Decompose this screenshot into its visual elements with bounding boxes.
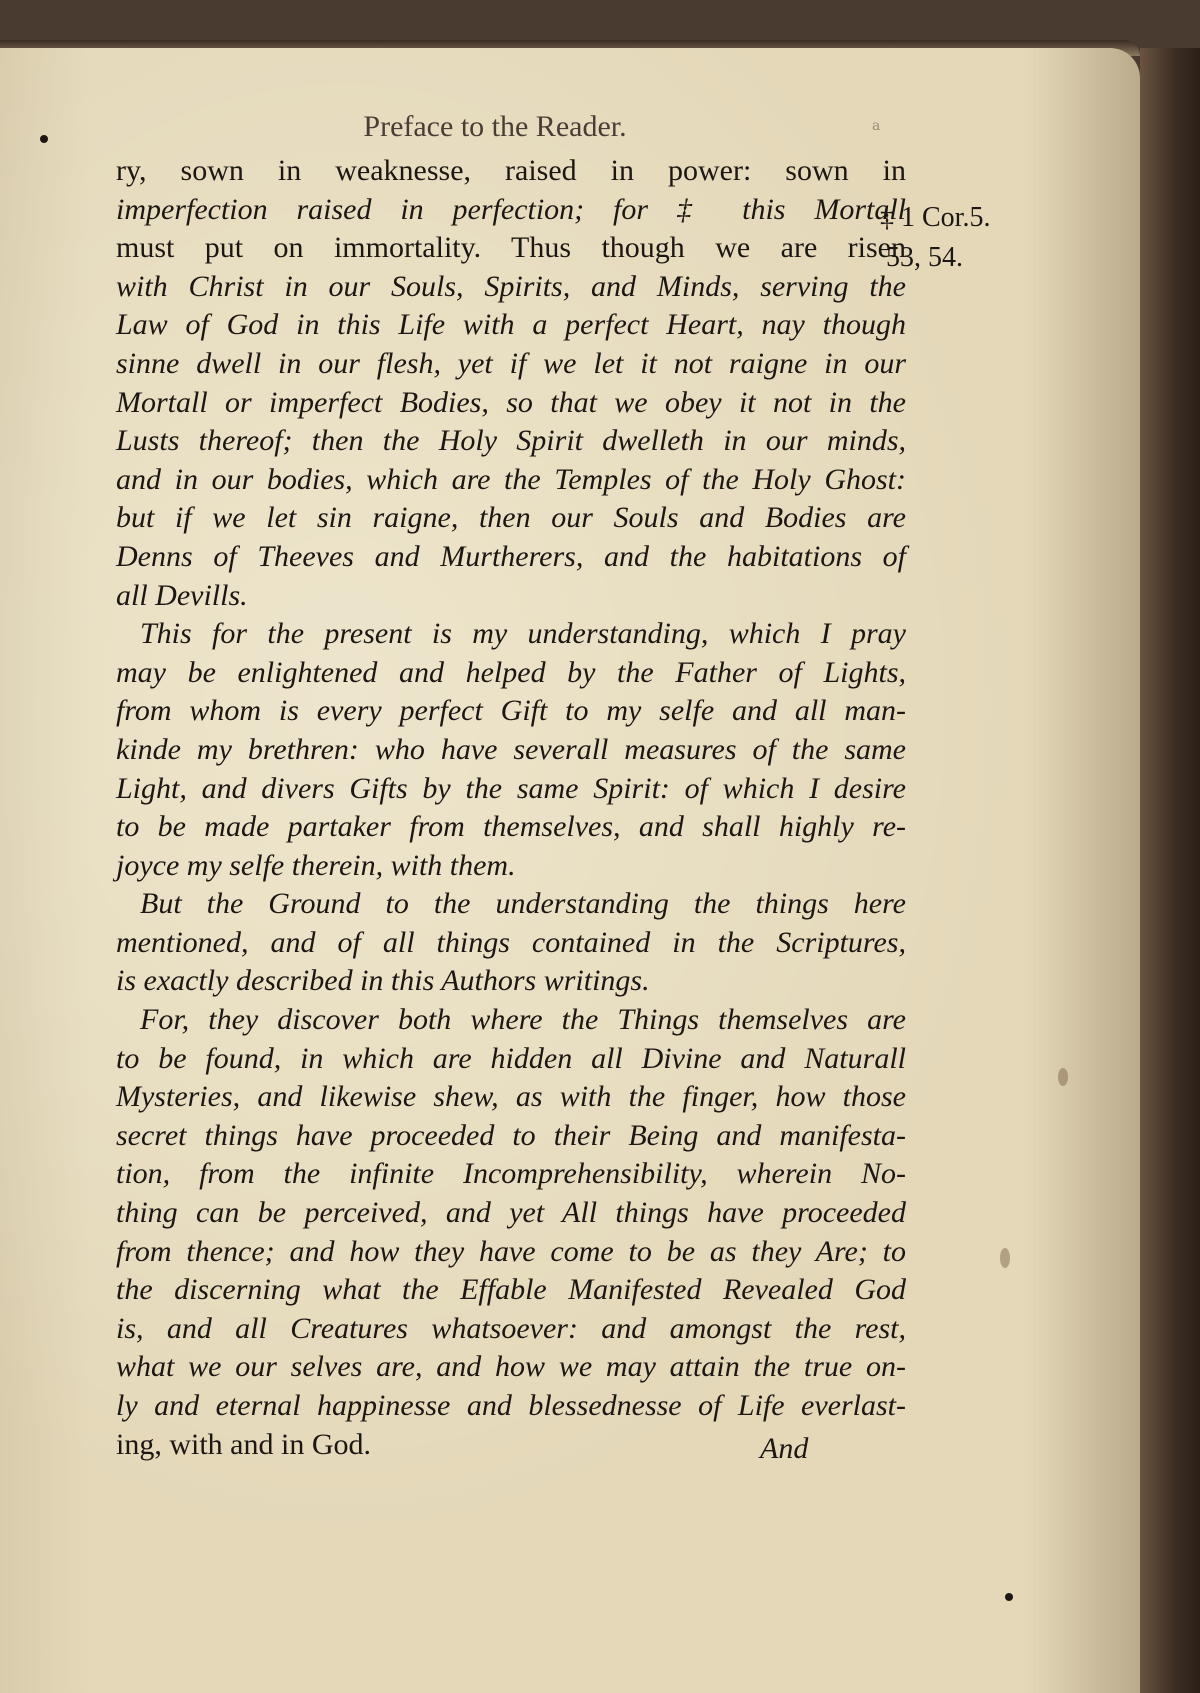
paragraph bbox=[116, 885, 906, 1001]
text-line: joyce my selfe therein, with them. bbox=[116, 848, 516, 882]
text-line: Denns of Theeves and Murtherers, and the habitations of bbox=[116, 539, 906, 573]
ink-stain bbox=[1058, 1068, 1068, 1086]
text-line: with Christ in our Souls, Spirits, and Minds, serving the bbox=[116, 269, 906, 303]
text-line: imperfection raised in perfection; for ‡ this Mortall bbox=[116, 192, 906, 226]
signature-mark: a bbox=[872, 118, 881, 134]
text-line: all Devills. bbox=[116, 578, 248, 612]
text-line: Lusts thereof; then the Holy Spirit dwelleth in our minds, bbox=[116, 424, 906, 458]
paragraph bbox=[116, 1001, 906, 1464]
page-body bbox=[116, 152, 906, 1464]
text-line: sinne dwell in our flesh, yet if we let it not raigne in our bbox=[116, 346, 906, 380]
ink-stain bbox=[1000, 1248, 1010, 1268]
paragraph bbox=[116, 615, 906, 885]
text-line: is, and all Creatures whatsoever: and amongst the rest, bbox=[116, 1311, 906, 1345]
text-line: This for the present is my understanding, which I pray bbox=[140, 617, 906, 651]
text-line: ly and eternal happinesse and blessednesse of Life everlast- bbox=[116, 1389, 906, 1422]
text-line: to be found, in which are hidden all Divine and Naturall bbox=[116, 1041, 906, 1075]
text-line: Law of God in this Life with a perfect Heart, nay though bbox=[116, 308, 906, 342]
text-line: Mysteries, and likewise shew, as with the finger, how those bbox=[116, 1080, 906, 1114]
text-line: tion, from the infinite Incomprehensibility, wherein No- bbox=[116, 1157, 906, 1191]
text-line: mentioned, and of all things contained in the Scriptures, bbox=[116, 925, 906, 959]
marginal-note-reference: ‡ 1 Cor.5. bbox=[880, 202, 991, 233]
text-line: thing can be perceived, and yet All things have proceeded bbox=[116, 1196, 906, 1230]
text-line: what we our selves are, and how we may attain the true on- bbox=[116, 1350, 906, 1384]
text-line: from thence; and how they have come to be as they Are; to bbox=[116, 1234, 906, 1268]
text-line: ing, with and in God. bbox=[116, 1427, 371, 1461]
text-line: But the Ground to the understanding the things here bbox=[140, 887, 906, 921]
text-line: but if we let sin raigne, then our Souls and Bodies are bbox=[116, 501, 906, 535]
text-line: and in our bodies, which are the Temples of the Holy Ghost: bbox=[116, 462, 906, 496]
text-line: For, they discover both where the Things themselves are bbox=[140, 1003, 906, 1037]
book-edge bbox=[1140, 48, 1200, 1693]
text-line: Light, and divers Gifts by the same Spirit: of which I desire bbox=[116, 771, 906, 805]
margin-dot bbox=[1005, 1593, 1013, 1601]
text-line: the discerning what the Effable Manifested Revealed God bbox=[116, 1273, 906, 1307]
text-line: to be made partaker from themselves, and shall highly re- bbox=[116, 810, 906, 844]
text-line: is exactly described in this Authors writings. bbox=[116, 964, 650, 998]
text-line: may be enlightened and helped by the Father of Lights, bbox=[116, 655, 906, 689]
running-header: Preface to the Reader. bbox=[363, 110, 627, 143]
text-line: secret things have proceeded to their Being and manifesta- bbox=[116, 1118, 906, 1152]
catchword: And bbox=[760, 1432, 809, 1465]
text-line: Mortall or imperfect Bodies, so that we obey it not in the bbox=[116, 385, 906, 419]
marginal-note-verses: 53, 54. bbox=[886, 242, 963, 273]
text-line: must put on immortality. Thus though we are risen bbox=[116, 231, 906, 265]
paragraph bbox=[116, 152, 906, 615]
text-line: from whom is every perfect Gift to my selfe and all man- bbox=[116, 694, 906, 728]
text-line: ry, sown in weaknesse, raised in power: sown in bbox=[116, 154, 906, 187]
text-line: kinde my brethren: who have severall measures of the same bbox=[116, 732, 906, 766]
